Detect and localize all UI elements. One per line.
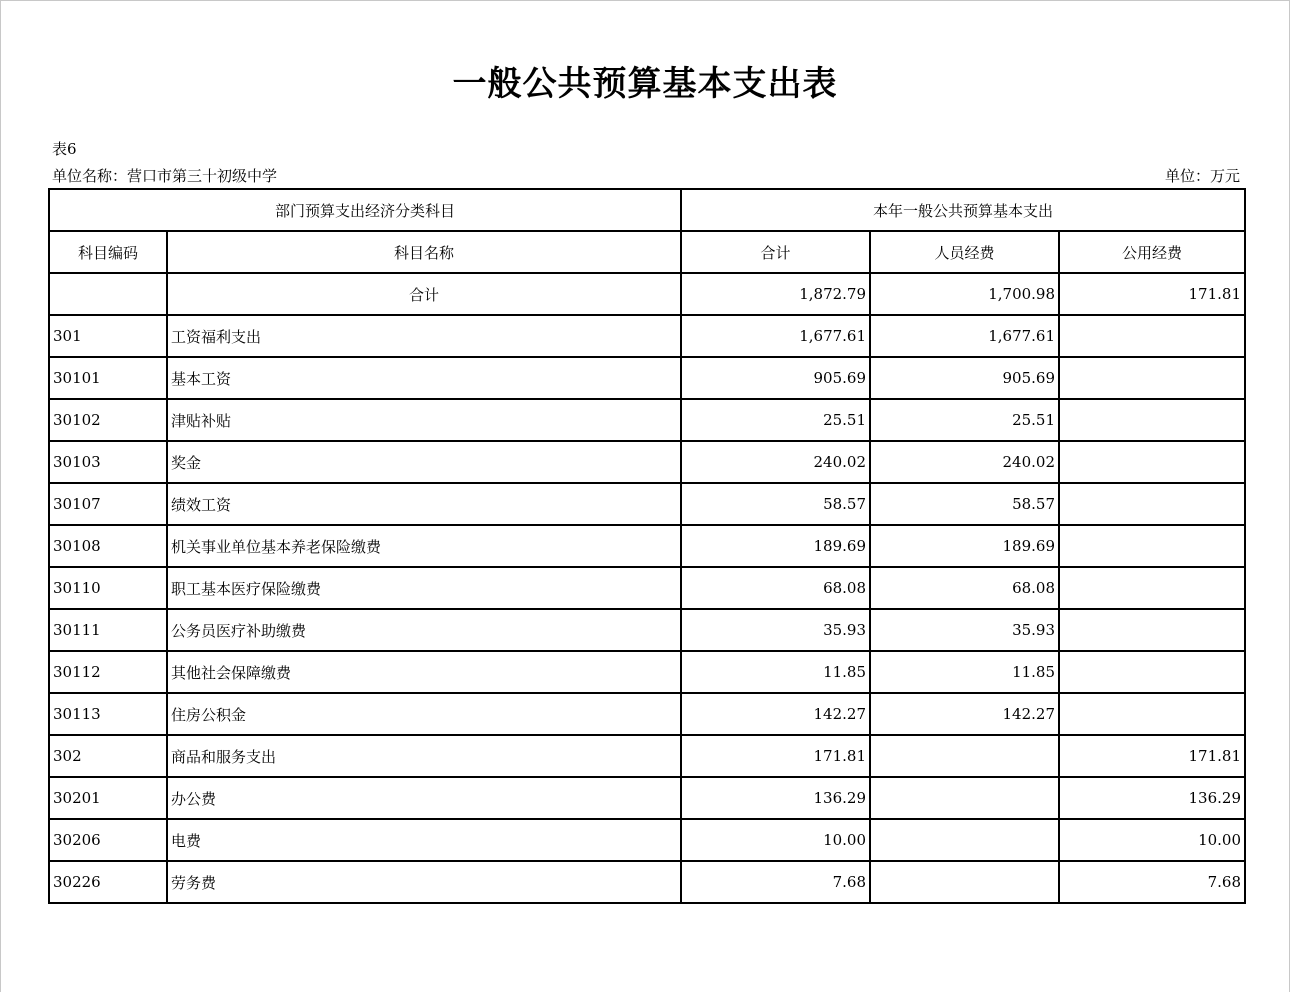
row-personnel: 58.57 <box>870 483 1059 525</box>
header-code: 科目编码 <box>49 231 167 273</box>
row-code: 30206 <box>49 819 167 861</box>
row-public <box>1059 567 1245 609</box>
row-personnel <box>870 861 1059 903</box>
total-row-name: 合计 <box>167 273 681 315</box>
row-code: 30112 <box>49 651 167 693</box>
row-total: 189.69 <box>681 525 870 567</box>
row-total: 1,677.61 <box>681 315 870 357</box>
page-frame-top <box>0 0 1290 1</box>
row-total: 142.27 <box>681 693 870 735</box>
row-public: 136.29 <box>1059 777 1245 819</box>
row-name: 基本工资 <box>167 357 681 399</box>
row-name: 奖金 <box>167 441 681 483</box>
row-personnel: 68.08 <box>870 567 1059 609</box>
row-total: 35.93 <box>681 609 870 651</box>
currency-unit-label: 单位：万元 <box>1164 167 1240 185</box>
row-code: 302 <box>49 735 167 777</box>
row-name: 电费 <box>167 819 681 861</box>
table-row <box>49 567 1245 609</box>
row-name: 机关事业单位基本养老保险缴费 <box>167 525 681 567</box>
unit-name: 单位名称：营口市第三十初级中学 <box>52 167 278 185</box>
row-total: 68.08 <box>681 567 870 609</box>
row-public <box>1059 609 1245 651</box>
header-personnel: 人员经费 <box>870 231 1059 273</box>
total-row-public: 171.81 <box>1059 273 1245 315</box>
row-name: 商品和服务支出 <box>167 735 681 777</box>
row-personnel: 1,677.61 <box>870 315 1059 357</box>
row-name: 绩效工资 <box>167 483 681 525</box>
row-name: 住房公积金 <box>167 693 681 735</box>
header-public: 公用经费 <box>1059 231 1245 273</box>
row-personnel: 142.27 <box>870 693 1059 735</box>
header-group-row <box>49 189 1245 231</box>
row-total: 240.02 <box>681 441 870 483</box>
row-code: 30226 <box>49 861 167 903</box>
row-code: 30101 <box>49 357 167 399</box>
row-public <box>1059 357 1245 399</box>
row-public <box>1059 399 1245 441</box>
row-total: 58.57 <box>681 483 870 525</box>
row-personnel: 25.51 <box>870 399 1059 441</box>
table-row <box>49 441 1245 483</box>
table-row <box>49 861 1245 903</box>
row-public <box>1059 441 1245 483</box>
total-row <box>49 273 1245 315</box>
total-row-personnel: 1,700.98 <box>870 273 1059 315</box>
row-code: 30110 <box>49 567 167 609</box>
row-code: 30113 <box>49 693 167 735</box>
header-total: 合计 <box>681 231 870 273</box>
table-row <box>49 315 1245 357</box>
row-code: 30102 <box>49 399 167 441</box>
row-public <box>1059 483 1245 525</box>
row-personnel: 35.93 <box>870 609 1059 651</box>
row-code: 30103 <box>49 441 167 483</box>
row-personnel <box>870 777 1059 819</box>
row-personnel: 240.02 <box>870 441 1059 483</box>
table-row <box>49 693 1245 735</box>
header-name: 科目名称 <box>167 231 681 273</box>
table-row <box>49 777 1245 819</box>
row-name: 津贴补贴 <box>167 399 681 441</box>
row-name: 公务员医疗补助缴费 <box>167 609 681 651</box>
row-total: 11.85 <box>681 651 870 693</box>
table-row <box>49 735 1245 777</box>
row-public: 7.68 <box>1059 861 1245 903</box>
row-personnel: 905.69 <box>870 357 1059 399</box>
row-personnel: 11.85 <box>870 651 1059 693</box>
row-personnel <box>870 735 1059 777</box>
row-code: 30201 <box>49 777 167 819</box>
table-row <box>49 609 1245 651</box>
header-classification-group: 部门预算支出经济分类科目 <box>49 189 681 231</box>
document-title: 一般公共预算基本支出表 <box>452 64 838 104</box>
row-name: 其他社会保障缴费 <box>167 651 681 693</box>
table-row <box>49 525 1245 567</box>
row-public: 10.00 <box>1059 819 1245 861</box>
row-code: 301 <box>49 315 167 357</box>
row-public <box>1059 315 1245 357</box>
row-code: 30108 <box>49 525 167 567</box>
total-row-code <box>49 273 167 315</box>
row-name: 办公费 <box>167 777 681 819</box>
row-total: 905.69 <box>681 357 870 399</box>
row-public <box>1059 525 1245 567</box>
row-total: 10.00 <box>681 819 870 861</box>
total-row-total: 1,872.79 <box>681 273 870 315</box>
row-total: 25.51 <box>681 399 870 441</box>
row-public <box>1059 651 1245 693</box>
row-name: 职工基本医疗保险缴费 <box>167 567 681 609</box>
row-personnel: 189.69 <box>870 525 1059 567</box>
table-row <box>49 483 1245 525</box>
row-total: 7.68 <box>681 861 870 903</box>
row-code: 30111 <box>49 609 167 651</box>
row-code: 30107 <box>49 483 167 525</box>
budget-table <box>48 188 1246 904</box>
table-row <box>49 357 1245 399</box>
row-name: 工资福利支出 <box>167 315 681 357</box>
row-total: 136.29 <box>681 777 870 819</box>
header-expenditure-group: 本年一般公共预算基本支出 <box>681 189 1245 231</box>
header-column-row <box>49 231 1245 273</box>
row-public: 171.81 <box>1059 735 1245 777</box>
table-row <box>49 399 1245 441</box>
table-row <box>49 819 1245 861</box>
table-row <box>49 651 1245 693</box>
table-number: 表6 <box>52 140 77 158</box>
row-name: 劳务费 <box>167 861 681 903</box>
row-public <box>1059 693 1245 735</box>
page-frame-left <box>0 0 1 992</box>
row-total: 171.81 <box>681 735 870 777</box>
row-personnel <box>870 819 1059 861</box>
